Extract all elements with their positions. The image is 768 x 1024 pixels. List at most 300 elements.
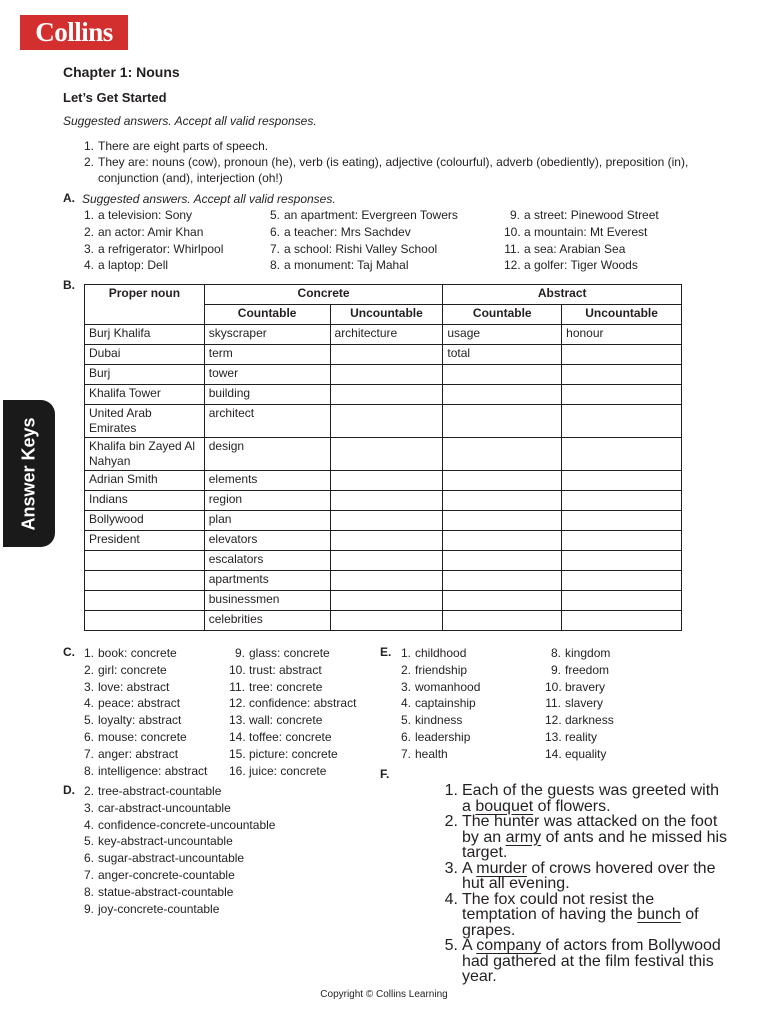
list-item [438,861,728,892]
list-item [78,729,207,746]
item-number: 5. [269,208,280,222]
item-text-post: of crows hovered over the hut all evening. [462,859,716,892]
item-number: 10. [504,224,521,239]
table-cell [562,611,682,631]
item-text: toffee: concrete [249,729,332,744]
item-text: mouse: concrete [98,729,187,744]
item-text: anger-concrete-countable [98,867,235,882]
item-text [462,861,728,892]
item-text: girl: concrete [98,662,167,677]
table-cell [443,491,562,511]
list-item [264,224,458,241]
item-text: confidence: abstract [249,696,357,711]
list-item [504,207,659,224]
item-text: a monument: Taj Mahal [284,258,409,273]
item-text: darkness [565,713,614,728]
list-item [78,241,223,258]
collective-noun: bouquet [475,797,534,815]
chapter-title: Chapter 1: Nouns [63,64,180,80]
table-cell [85,611,205,631]
item-text: freedom [565,662,610,677]
header-proper-noun: Proper noun [85,285,205,325]
item-text-post: of actors from Bollywood had gathered at the film festival this year. [462,937,721,985]
list-item [395,662,480,679]
list-item [264,241,458,258]
table-cell: plan [204,511,330,531]
list-item [395,729,480,746]
item-text: intelligence: abstract [98,763,208,778]
item-text: anger: abstract [98,746,179,761]
table-cell: tower [204,365,330,385]
item-number: 9. [83,901,94,916]
item-text: sugar-abstract-uncountable [98,851,245,866]
list-item [78,783,275,800]
item-text: book: concrete [98,646,177,660]
header-abstract-countable: Countable [443,305,562,325]
list-item [78,800,275,817]
item-text-pre: The fox could not resist the temptation of having the [462,890,655,923]
item-number: 10. [229,662,246,677]
table-cell [443,571,562,591]
list-item [78,207,223,224]
item-number: 1. [444,782,458,799]
item-number: 5. [83,834,94,849]
item-number: 7. [400,746,411,761]
table-cell [443,385,562,405]
header-abstract-uncountable: Uncountable [562,305,682,325]
collective-noun: murder [476,859,527,877]
item-number: 6. [400,729,411,744]
table-cell [562,491,682,511]
table-cell [330,591,443,611]
list-item [545,712,614,729]
section-f-list [398,783,728,985]
table-cell: businessmen [204,591,330,611]
item-number: 12. [504,258,521,273]
table-cell: honour [562,325,682,345]
item-text: health [415,746,448,761]
table-cell: Adrian Smith [85,471,205,491]
item-text: glass: concrete [249,646,330,660]
item-number: 9. [550,662,561,677]
nouns-table-body [85,325,682,631]
item-text: tree-abstract-countable [98,784,222,798]
list-item [229,679,356,696]
table-cell: architecture [330,325,443,345]
item-text: childhood [415,646,467,660]
table-cell [330,345,443,365]
table-row [85,471,682,491]
list-item [78,662,207,679]
list-item [545,729,614,746]
section-a-col2 [264,207,458,274]
list-item [229,712,356,729]
table-cell [85,571,205,591]
table-cell: United Arab Emirates [85,405,205,438]
list-item [438,783,728,814]
item-text-pre: A [462,859,477,877]
list-item [78,746,207,763]
list-item [78,817,275,834]
item-text: confidence-concrete-uncountable [98,817,276,832]
item-number: 7. [269,241,280,256]
list-item [78,850,275,867]
table-cell [562,571,682,591]
item-text: womanhood [415,679,481,694]
section-c-col1 [78,645,207,779]
item-number: 13. [229,713,246,728]
list-item [504,241,659,258]
table-cell [443,531,562,551]
item-number: 5. [444,937,458,954]
list-item [229,746,356,763]
table-cell: design [204,438,330,471]
header-abstract: Abstract [443,285,682,305]
item-number: 8. [550,646,561,660]
table-cell [330,531,443,551]
item-number: 4. [83,696,94,711]
table-cell [562,511,682,531]
table-cell [330,471,443,491]
table-cell [330,365,443,385]
table-row [85,438,682,471]
table-cell [562,438,682,471]
item-text [462,892,728,939]
item-text-pre: The hunter was attacked on the foot by an [462,813,718,846]
table-row [85,405,682,438]
intro-item: 1. There are eight parts of speech. [83,139,269,153]
table-row [85,491,682,511]
table-cell [562,471,682,491]
copyright-footer: Copyright © Collins Learning [320,989,448,1000]
item-text: a school: Rishi Valley School [284,241,438,256]
list-item [395,645,480,662]
item-number: 1. [400,646,411,660]
table-cell [443,405,562,438]
table-cell: term [204,345,330,365]
item-number: 1. [83,208,94,222]
item-text: captainship [415,696,476,711]
list-item [545,746,614,763]
table-cell [443,365,562,385]
item-number: 9. [234,646,245,660]
list-item [395,712,480,729]
item-number: 5. [83,713,94,728]
collins-logo: Collins [20,15,128,50]
section-f-label: F. [380,767,390,781]
item-text: a refrigerator: Whirlpool [98,241,224,256]
list-item [545,645,614,662]
item-number: 3. [400,679,411,694]
item-number: 9. [509,208,520,222]
table-cell [443,471,562,491]
item-number: 2. [83,784,94,798]
item-text: juice: concrete [249,763,327,778]
section-a-label: A. [63,191,75,205]
collective-noun: company [476,937,542,954]
table-cell [562,365,682,385]
item-text: an actor: Amir Khan [98,224,204,239]
item-number: 6. [83,729,94,744]
list-item [395,679,480,696]
list-item [229,763,356,780]
item-text: a street: Pinewood Street [524,208,659,222]
list-item [78,645,207,662]
item-number: 4. [444,890,458,908]
item-text: car-abstract-uncountable [98,800,231,815]
table-cell [85,551,205,571]
table-cell: elevators [204,531,330,551]
list-item [78,763,207,780]
item-text: statue-abstract-countable [98,884,234,899]
table-cell: escalators [204,551,330,571]
table-cell: Khalifa Tower [85,385,205,405]
section-b-label: B. [63,278,75,292]
table-cell: Burj Khalifa [85,325,205,345]
item-text: love: abstract [98,679,170,694]
item-text: key-abstract-uncountable [98,834,233,849]
item-text [462,783,728,814]
table-cell [562,551,682,571]
list-item [504,257,659,274]
table-row [85,591,682,611]
item-number: 6. [269,224,280,239]
header-concrete: Concrete [204,285,443,305]
item-number: 15. [229,746,246,761]
item-text-post: of ants and he missed his target. [462,828,728,861]
table-cell: region [204,491,330,511]
list-item [545,679,614,696]
list-item [264,257,458,274]
list-item [229,729,356,746]
item-text: trust: abstract [249,662,322,677]
table-cell [330,511,443,531]
table-cell [85,591,205,611]
table-cell [330,571,443,591]
item-number: 11. [504,241,520,256]
item-number: 8. [83,763,94,778]
list-item [395,746,480,763]
list-item [78,679,207,696]
table-cell [562,405,682,438]
item-number: 14. [229,729,246,744]
table-cell [562,385,682,405]
item-text: a teacher: Mrs Sachdev [284,224,411,239]
table-cell [330,611,443,631]
table-cell: Indians [85,491,205,511]
table-cell: total [443,345,562,365]
item-text: joy-concrete-countable [98,901,220,916]
section-c-col2 [229,645,356,779]
list-item [504,224,659,241]
item-text: kingdom [565,646,611,660]
list-item [78,884,275,901]
item-text: tree: concrete [249,679,323,694]
table-cell: usage [443,325,562,345]
item-number: 3. [444,859,458,877]
intro-list [78,138,718,186]
item-number: 4. [83,817,94,832]
item-number: 11. [545,696,561,711]
table-cell: skyscraper [204,325,330,345]
item-text: a television: Sony [98,208,193,222]
item-text: loyalty: abstract [98,713,182,728]
list-item [78,695,207,712]
item-text: friendship [415,662,468,677]
list-item [545,695,614,712]
item-number: 13. [545,729,562,744]
item-number: 3. [83,241,94,256]
table-cell: elements [204,471,330,491]
item-number: 2. [83,224,94,239]
item-text [462,938,728,985]
table-cell: Khalifa bin Zayed Al Nahyan [85,438,205,471]
table-cell [443,438,562,471]
item-text-pre: Each of the guests was greeted with a [462,782,720,815]
table-cell: building [204,385,330,405]
table-row [85,571,682,591]
item-text: equality [565,746,607,761]
section-e-label: E. [380,645,392,659]
item-text: bravery [565,679,606,694]
table-cell [330,438,443,471]
table-cell: Burj [85,365,205,385]
table-row [85,511,682,531]
item-number: 3. [83,800,94,815]
table-cell [443,551,562,571]
table-cell [443,511,562,531]
table-cell [330,385,443,405]
item-text: peace: abstract [98,696,181,711]
table-cell [443,611,562,631]
section-title: Let’s Get Started [63,90,167,105]
item-number: 2. [444,813,458,830]
table-cell [562,531,682,551]
table-cell [562,345,682,365]
collective-noun: army [505,828,542,846]
item-text [462,814,728,861]
table-cell [443,591,562,611]
item-number: 16. [229,763,246,778]
nouns-table [84,284,682,631]
list-item [78,257,223,274]
item-number: 6. [83,851,94,866]
list-item [229,695,356,712]
table-cell [330,491,443,511]
header-concrete-uncountable: Uncountable [330,305,443,325]
item-text: picture: concrete [249,746,338,761]
item-number: 2. [400,662,411,677]
item-number: 12. [545,713,562,728]
table-row [85,611,682,631]
item-text-post: of grapes. [462,906,699,939]
list-item [229,645,356,662]
list-item [78,224,223,241]
item-number: 14. [545,746,562,761]
section-d-list [78,783,275,917]
item-number: 8. [269,258,280,273]
item-text: an apartment: Evergreen Towers [284,208,458,222]
table-cell: Bollywood [85,511,205,531]
item-text-post: of flowers. [533,797,611,815]
item-text: reality [565,729,598,744]
list-item [438,892,728,939]
intro-item-continued: conjunction (and), interjection (oh!) [98,171,283,185]
item-text: a golfer: Tiger Woods [524,258,638,273]
item-text: a mountain: Mt Everest [524,224,648,239]
item-number: 11. [229,679,245,694]
section-a-note: Suggested answers. Accept all valid responses. [82,192,336,206]
item-number: 1. [83,646,94,660]
list-item [78,901,275,918]
item-text: kindness [415,713,463,728]
item-number: 4. [83,258,94,273]
intro-item: 2. They are: nouns (cow), pronoun (he), verb (is eating), adjective (colourful), adverb (obediently), preposition (in), [83,155,689,169]
table-row [85,345,682,365]
item-number: 3. [83,679,94,694]
section-a-col1 [78,207,223,274]
list-item [395,695,480,712]
table-cell: apartments [204,571,330,591]
list-item [78,712,207,729]
table-cell [562,591,682,611]
list-item [229,662,356,679]
table-row [85,531,682,551]
item-text: a laptop: Dell [98,258,169,273]
section-e-col1 [395,645,480,763]
item-text: a sea: Arabian Sea [524,241,626,256]
item-number: 4. [400,696,411,711]
section-a-col3 [504,207,659,274]
item-text: leadership [415,729,471,744]
collective-noun: bunch [637,906,681,923]
table-cell [330,405,443,438]
list-item [438,814,728,861]
table-row [85,551,682,571]
table-cell [330,551,443,571]
list-item [78,833,275,850]
header-concrete-countable: Countable [204,305,330,325]
table-cell: President [85,531,205,551]
item-text-pre: A [462,937,477,954]
list-item [545,662,614,679]
list-item [264,207,458,224]
table-cell: celebrities [204,611,330,631]
table-row [85,385,682,405]
answer-keys-label: Answer Keys [18,416,39,531]
list-item [78,867,275,884]
section-e-col2 [545,645,614,763]
item-number: 8. [83,884,94,899]
table-row [85,325,682,345]
section-c-label: C. [63,645,75,659]
item-number: 10. [545,679,562,694]
item-text: slavery [565,696,604,711]
item-number: 7. [83,867,94,882]
item-number: 7. [83,746,94,761]
answer-keys-tab [3,400,55,547]
item-number: 12. [229,696,246,711]
table-row [85,365,682,385]
list-item [438,938,728,985]
section-d-label: D. [63,783,75,797]
item-number: 5. [400,713,411,728]
table-cell: Dubai [85,345,205,365]
item-text: wall: concrete [249,713,323,728]
item-number: 2. [83,662,94,677]
intro-note: Suggested answers. Accept all valid responses. [63,114,317,128]
table-cell: architect [204,405,330,438]
